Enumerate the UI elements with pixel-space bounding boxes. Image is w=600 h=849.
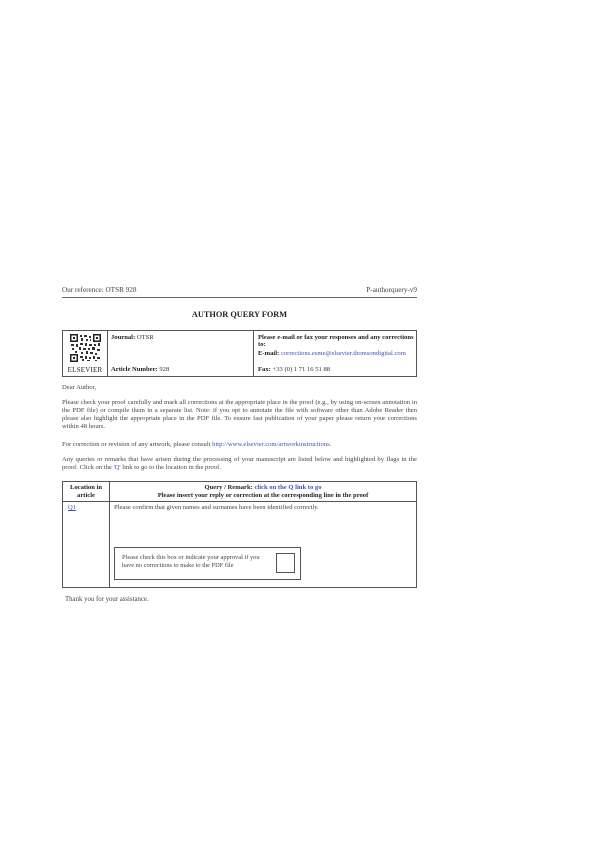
location-header xyxy=(63,484,109,499)
column-divider xyxy=(109,482,110,587)
closing-text: Thank you for your assistance. xyxy=(65,596,149,603)
article-number-value: 928 xyxy=(159,366,170,373)
greeting: Dear Author, xyxy=(62,384,97,391)
query-header-prefix: Query / Remark: xyxy=(204,484,255,491)
table-row-location xyxy=(68,504,76,511)
email-label: E-mail: xyxy=(258,350,280,357)
article-number-label: Article Number: xyxy=(111,366,158,373)
query-header-line2: Please insert your reply or correction at the corresponding line in the proof xyxy=(157,491,369,499)
article-number-line xyxy=(111,366,169,373)
contact-title: Please e-mail or fax your responses and any corrections to: xyxy=(258,334,414,348)
header-rule xyxy=(62,297,417,298)
query-table xyxy=(62,481,417,588)
query-header-line1 xyxy=(110,484,416,492)
journal-value: OTSR xyxy=(136,334,154,341)
elsevier-logo-text: ELSEVIER xyxy=(67,366,103,374)
approval-box xyxy=(114,547,301,580)
location-header-line1: Location in xyxy=(69,484,103,491)
query-table-header xyxy=(63,482,416,502)
qr-code-icon xyxy=(70,334,101,362)
form-code: P-authorquery-v9 xyxy=(366,286,417,294)
artwork-prefix: For correction or revision of any artwork, please consult xyxy=(62,441,213,448)
email-link[interactable]: corrections.esme@elsevier.thomsondigital.com xyxy=(280,350,406,357)
queries-part1: Any queries or remarks that have arisen during the processing of your manuscript are listed below and highlighted by flags in the proof. Click on the ' xyxy=(62,456,417,472)
our-reference: Our reference: OTSR 928 xyxy=(62,286,137,294)
queries-paragraph xyxy=(62,456,417,472)
query-header-link[interactable]: click on the Q link to go xyxy=(254,484,322,491)
contact-cell xyxy=(253,331,416,376)
fax-value: +33 (0) 1 71 16 51 88 xyxy=(272,366,331,373)
approval-text: Please check this box or indicate your approval if you have no corrections to make to the PDF file xyxy=(122,554,260,569)
fax-line xyxy=(258,366,330,373)
artwork-suffix: . xyxy=(329,441,332,448)
journal-line xyxy=(111,334,154,341)
journal-cell xyxy=(107,331,254,376)
q-link-example[interactable]: Q xyxy=(114,464,120,472)
instructions-paragraph: Please check your proof carefully and mark all corrections at the appropriate place in the proof (e.g., by using on-screen annotation in the PDF file) or compile them in a separate list. Note: if you opt to annotate the file with software other than Adobe Reader then please also highlight the appropriate place in the PDF file. To ensure fast publication of your paper please return your corrections within 48 hours. xyxy=(62,399,417,431)
approval-checkbox[interactable] xyxy=(276,553,295,573)
form-title: AUTHOR QUERY FORM xyxy=(191,310,288,319)
journal-info-table xyxy=(62,330,417,377)
artwork-instructions-link[interactable]: http://www.elsevier.com/artworkinstructions xyxy=(212,441,330,448)
queries-part2: ' link to go to the location in the proof. xyxy=(119,464,221,472)
q1-location-link[interactable]: Q1 xyxy=(68,504,77,511)
publisher-logo-cell xyxy=(63,331,108,376)
artwork-paragraph xyxy=(62,441,417,449)
table-row-query: Please confirm that given names and surnames have been identified correctly. xyxy=(114,504,319,511)
location-header-line2: article xyxy=(77,491,95,499)
email-line xyxy=(258,350,406,357)
query-header xyxy=(110,484,416,499)
journal-label: Journal: xyxy=(111,334,136,341)
fax-label: Fax: xyxy=(258,366,271,373)
